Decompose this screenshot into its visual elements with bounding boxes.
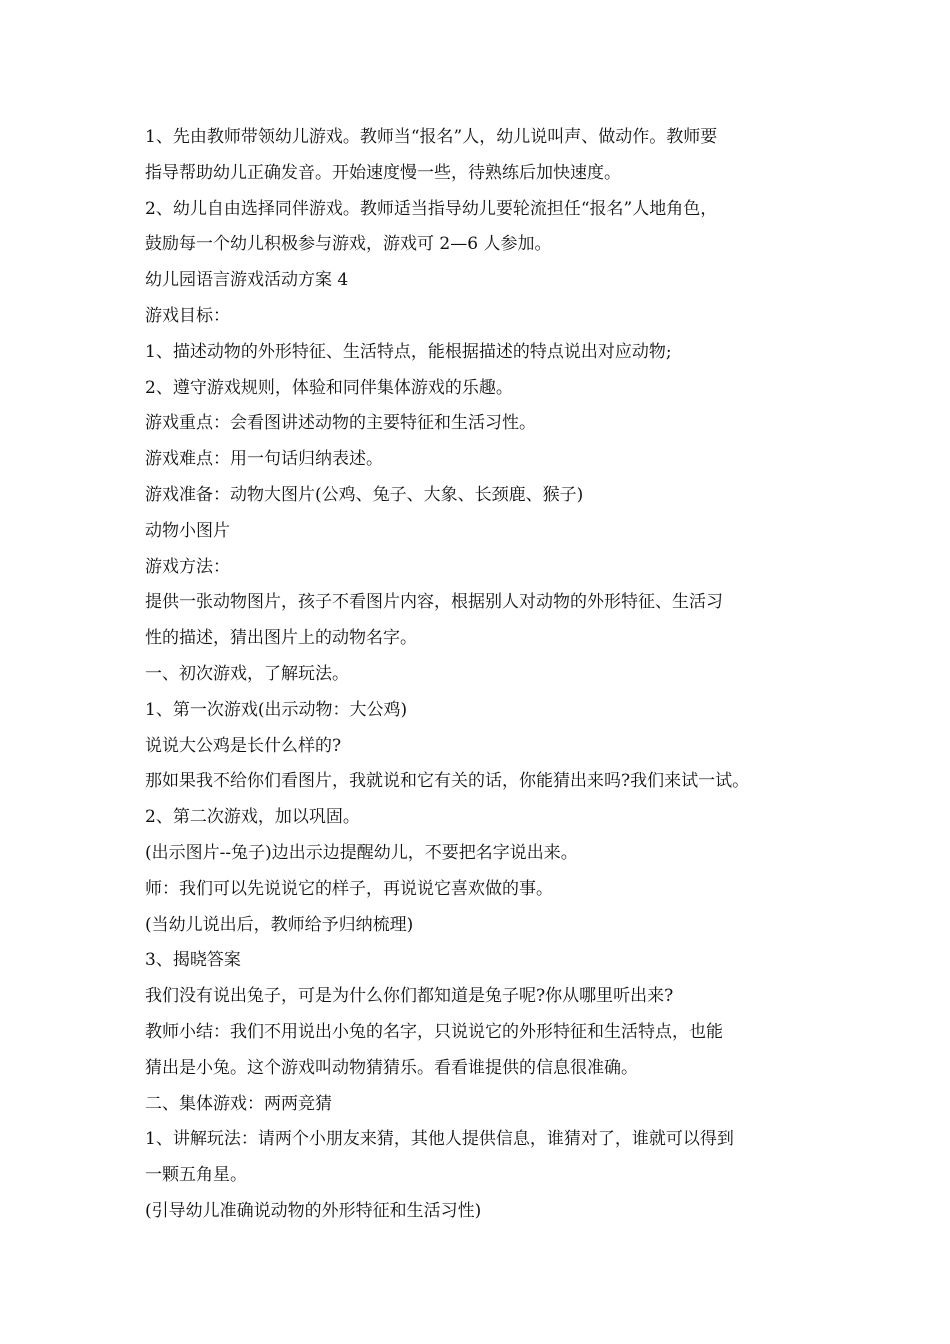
text-line: 2、遵守游戏规则，体验和同伴集体游戏的乐趣。	[145, 377, 513, 398]
text-line: 游戏准备：动物大图片(公鸡、兔子、大象、长颈鹿、猴子)	[145, 484, 584, 505]
text-line: 性的描述，猜出图片上的动物名字。	[145, 628, 417, 649]
text-line: 游戏难点：用一句话归纳表述。	[145, 449, 383, 470]
text-line: 一、初次游戏，了解玩法。	[145, 663, 349, 684]
section-heading: 幼儿园语言游戏活动方案 4	[145, 270, 349, 291]
document-body	[145, 120, 835, 1230]
text-line: (当幼儿说出后，教师给予归纳梳理)	[145, 914, 414, 935]
text-line: (出示图片--兔子)边出示边提醒幼儿，不要把名字说出来。	[145, 842, 578, 863]
text-line: 1、先由教师带领幼儿游戏。教师当“报名”人，幼儿说叫声、做动作。教师要	[145, 127, 718, 147]
text-line: (引导幼儿准确说动物的外形特征和生活习性)	[145, 1200, 482, 1221]
text-line: 1、描述动物的外形特征、生活特点，能根据描述的特点说出对应动物;	[145, 341, 672, 362]
text-line: 游戏方法：	[145, 556, 230, 577]
text-line: 教师小结：我们不用说出小兔的名字，只说说它的外形特征和生活特点，也能	[145, 1021, 723, 1042]
text-line: 师：我们可以先说说它的样子，再说说它喜欢做的事。	[145, 878, 553, 899]
text-line: 2、幼儿自由选择同伴游戏。教师适当指导幼儿要轮流担任“报名”人地角色，	[145, 198, 718, 219]
text-line: 一颗五角星。	[145, 1165, 247, 1186]
text-line: 1、第一次游戏(出示动物：大公鸡)	[145, 699, 408, 720]
text-line: 那如果我不给你们看图片，我就说和它有关的话，你能猜出来吗?我们来试一试。	[145, 771, 750, 792]
text-line: 动物小图片	[145, 520, 230, 541]
text-line: 游戏目标：	[145, 305, 230, 326]
text-line: 鼓励每一个幼儿积极参与游戏，游戏可 2—6 人参加。	[145, 234, 552, 255]
text-line: 说说大公鸡是长什么样的?	[145, 735, 342, 756]
text-line: 指导帮助幼儿正确发音。开始速度慢一些，待熟练后加快速度。	[145, 162, 621, 183]
text-line: 3、揭晓答案	[145, 950, 241, 971]
text-line: 我们没有说出兔子，可是为什么你们都知道是兔子呢?你从哪里听出来?	[145, 986, 674, 1007]
text-line: 提供一张动物图片，孩子不看图片内容，根据别人对动物的外形特征、生活习	[145, 592, 723, 613]
text-line: 游戏重点：会看图讲述动物的主要特征和生活习性。	[145, 413, 536, 434]
text-line: 猜出是小兔。这个游戏叫动物猜猜乐。看看谁提供的信息很准确。	[145, 1057, 638, 1078]
text-line: 2、第二次游戏，加以巩固。	[145, 807, 360, 828]
text-line: 1、讲解玩法：请两个小朋友来猜，其他人提供信息，谁猜对了，谁就可以得到	[145, 1129, 734, 1150]
text-line: 二、集体游戏：两两竞猜	[145, 1093, 332, 1114]
